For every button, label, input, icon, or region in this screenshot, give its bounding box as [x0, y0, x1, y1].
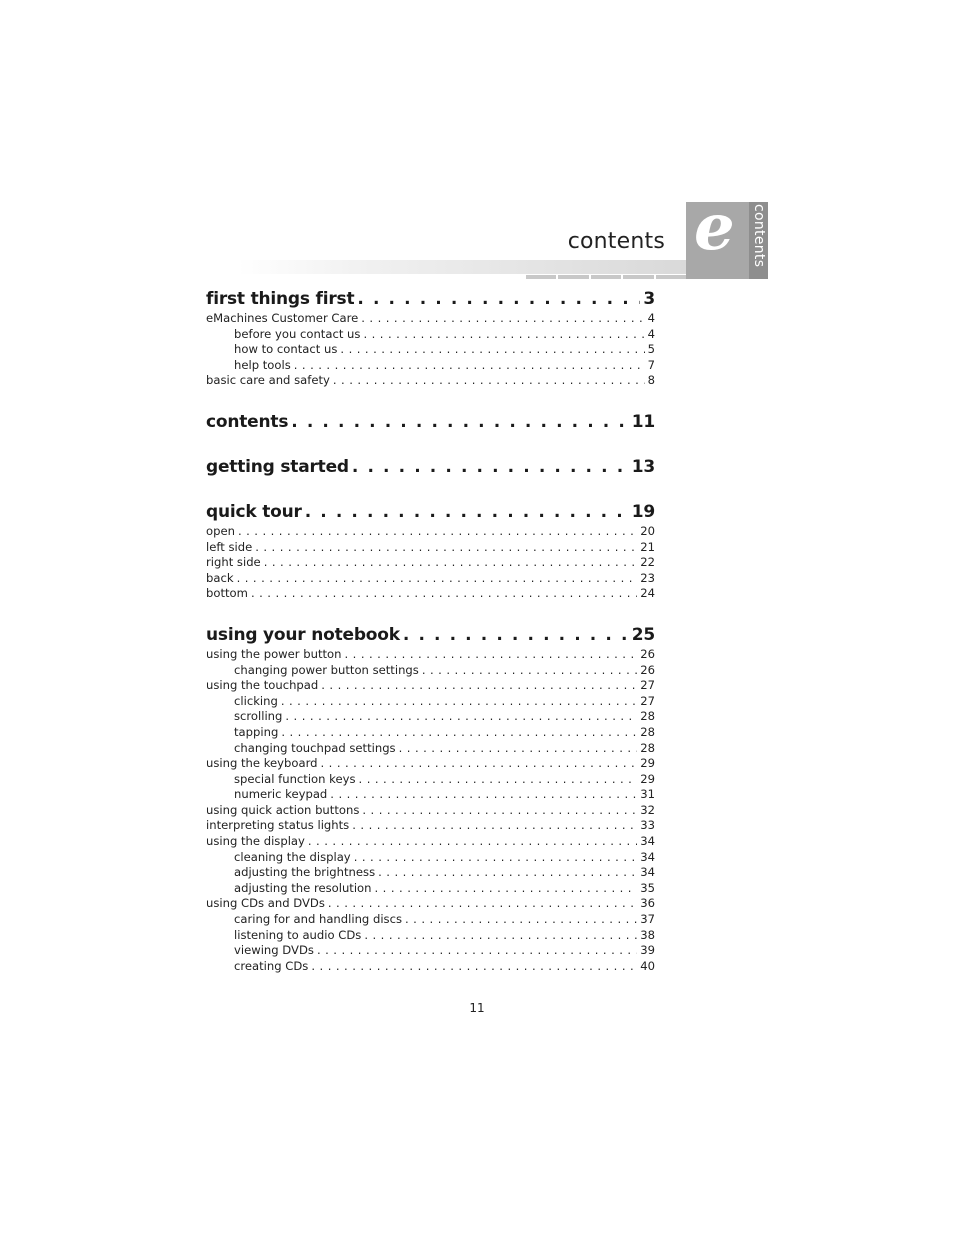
- toc-entry-label: using the power button: [206, 646, 342, 661]
- toc-entry-label: changing power button settings: [234, 662, 419, 677]
- header-gradient-bar: [238, 260, 686, 274]
- toc-heading-page: 13: [631, 456, 655, 477]
- dot-leader: [305, 501, 629, 524]
- toc-entry-page: 28: [640, 724, 655, 739]
- toc-heading-label: contents: [206, 411, 289, 432]
- toc-entry-page: 34: [640, 834, 655, 849]
- toc-entry[interactable]: [206, 555, 655, 571]
- toc-entry-page: 21: [640, 539, 655, 554]
- toc-entry-page: 31: [640, 787, 655, 802]
- toc-entry[interactable]: [206, 709, 655, 725]
- dot-leader: [375, 881, 638, 897]
- tick-mark: [558, 275, 588, 279]
- toc-entry[interactable]: [206, 787, 655, 803]
- toc-heading-page: 3: [643, 289, 655, 309]
- toc-entry-label: back: [206, 570, 234, 585]
- dot-leader: [251, 586, 637, 602]
- toc-entry-page: 26: [640, 646, 655, 661]
- tick-mark: [526, 275, 556, 279]
- dot-leader: [362, 803, 637, 819]
- toc-section: [206, 624, 655, 974]
- toc-entry-label: clicking: [234, 693, 278, 708]
- dot-leader: [291, 411, 628, 434]
- toc-entry-page: 28: [640, 740, 655, 755]
- dot-leader: [317, 943, 637, 959]
- toc-entry-label: open: [206, 523, 235, 538]
- toc-entry-page: 32: [640, 802, 655, 817]
- toc-entry[interactable]: [206, 663, 655, 679]
- toc-heading-page: 25: [631, 624, 655, 645]
- dot-leader: [238, 524, 637, 540]
- toc-entry-page: 22: [640, 555, 655, 570]
- toc-entry-label: using quick action buttons: [206, 802, 360, 817]
- toc-section: [206, 288, 655, 389]
- toc-entry[interactable]: [206, 928, 655, 944]
- dot-leader: [422, 663, 637, 679]
- section-tab: [749, 202, 768, 279]
- toc-entry[interactable]: [206, 850, 655, 866]
- tick-mark: [656, 275, 686, 279]
- toc-entry-label: scrolling: [234, 709, 283, 724]
- toc-section: [206, 456, 655, 479]
- toc-entry-page: 5: [647, 342, 655, 357]
- toc-entry-page: 33: [640, 818, 655, 833]
- toc-heading-page: 19: [631, 501, 655, 522]
- toc-entry-label: interpreting status lights: [206, 818, 350, 833]
- toc-heading-label: quick tour: [206, 501, 302, 522]
- toc-entry-label: how to contact us: [234, 342, 338, 357]
- header-tick-marks: [526, 275, 686, 279]
- table-of-contents: [206, 288, 655, 996]
- toc-section: [206, 501, 655, 602]
- toc-entry-page: 7: [647, 357, 655, 372]
- dot-leader: [308, 834, 637, 850]
- toc-entry-label: bottom: [206, 586, 248, 601]
- toc-entry[interactable]: [206, 741, 655, 757]
- toc-entry[interactable]: [206, 881, 655, 897]
- toc-entry-label: adjusting the brightness: [234, 865, 376, 880]
- toc-entry-label: left side: [206, 539, 253, 554]
- toc-entry-page: 37: [640, 912, 655, 927]
- tick-mark: [591, 275, 621, 279]
- dot-leader: [357, 288, 640, 311]
- dot-leader: [294, 358, 645, 374]
- dot-leader: [264, 555, 638, 571]
- page-title: contents: [567, 229, 665, 254]
- dot-leader: [311, 959, 637, 975]
- toc-entry[interactable]: [206, 756, 655, 772]
- dot-leader: [399, 741, 638, 757]
- toc-entry-page: 20: [640, 523, 655, 538]
- emachines-logo: [686, 202, 768, 279]
- dot-leader: [352, 456, 629, 479]
- dot-leader: [352, 818, 637, 834]
- toc-entry-label: using CDs and DVDs: [206, 896, 325, 911]
- toc-entry-page: 39: [640, 943, 655, 958]
- dot-leader: [364, 928, 637, 944]
- toc-heading[interactable]: [206, 288, 655, 311]
- toc-entry-page: 29: [640, 756, 655, 771]
- toc-heading[interactable]: [206, 456, 655, 479]
- toc-entry-page: 29: [640, 771, 655, 786]
- dot-leader: [255, 540, 637, 556]
- toc-entry[interactable]: [206, 524, 655, 540]
- toc-entry-page: 4: [647, 311, 655, 325]
- dot-leader: [321, 756, 638, 772]
- toc-entry[interactable]: [206, 358, 655, 374]
- dot-leader: [281, 725, 637, 741]
- toc-entry[interactable]: [206, 311, 655, 327]
- toc-entry-label: right side: [206, 555, 261, 570]
- toc-entry[interactable]: [206, 725, 655, 741]
- toc-heading-label: getting started: [206, 456, 349, 477]
- toc-entry-label: eMachines Customer Care: [206, 311, 359, 325]
- toc-entry[interactable]: [206, 373, 655, 389]
- toc-entry-page: 38: [640, 927, 655, 942]
- toc-entry-label: numeric keypad: [234, 787, 328, 802]
- toc-entry-label: changing touchpad settings: [234, 740, 396, 755]
- toc-entry-label: adjusting the resolution: [234, 880, 372, 895]
- toc-heading-label: first things first: [206, 289, 355, 309]
- toc-entry-label: caring for and handling discs: [234, 912, 403, 927]
- dot-leader: [363, 327, 644, 343]
- dot-leader: [405, 912, 637, 928]
- dot-leader: [321, 678, 637, 694]
- toc-entry[interactable]: [206, 327, 655, 343]
- dot-leader: [237, 571, 638, 587]
- page-number: 11: [469, 1001, 485, 1015]
- toc-heading[interactable]: [206, 501, 655, 524]
- toc-entry[interactable]: [206, 834, 655, 850]
- toc-entry-page: 4: [647, 326, 655, 341]
- toc-section: [206, 411, 655, 434]
- toc-entry[interactable]: [206, 586, 655, 602]
- toc-entry-page: 24: [640, 586, 655, 601]
- toc-entry-page: 34: [640, 865, 655, 880]
- toc-entry[interactable]: [206, 943, 655, 959]
- toc-entry-page: 28: [640, 709, 655, 724]
- toc-entry[interactable]: [206, 959, 655, 975]
- toc-entry-label: basic care and safety: [206, 373, 330, 388]
- toc-heading-page: 11: [631, 411, 655, 432]
- toc-entry[interactable]: [206, 342, 655, 358]
- dot-leader: [285, 709, 637, 725]
- dot-leader: [344, 647, 637, 663]
- toc-entry[interactable]: [206, 540, 655, 556]
- toc-entry-label: before you contact us: [234, 326, 361, 341]
- toc-entry-label: using the touchpad: [206, 678, 319, 693]
- toc-heading[interactable]: [206, 411, 655, 434]
- dot-leader: [359, 772, 638, 788]
- dot-leader: [361, 311, 644, 327]
- dot-leader: [330, 787, 637, 803]
- toc-entry-page: 26: [640, 662, 655, 677]
- logo-e-letter: e: [694, 202, 735, 265]
- dot-leader: [328, 896, 637, 912]
- dot-leader: [354, 850, 638, 866]
- toc-entry[interactable]: [206, 647, 655, 663]
- toc-entry[interactable]: [206, 678, 655, 694]
- toc-entry-page: 35: [640, 880, 655, 895]
- toc-entry[interactable]: [206, 912, 655, 928]
- dot-leader: [340, 342, 644, 358]
- toc-entry-label: using the display: [206, 834, 305, 849]
- toc-entry-label: creating CDs: [234, 958, 309, 973]
- dot-leader: [378, 865, 637, 881]
- toc-entry[interactable]: [206, 694, 655, 710]
- toc-entry[interactable]: [206, 803, 655, 819]
- toc-entry-page: 27: [640, 678, 655, 693]
- toc-entry-page: 34: [640, 849, 655, 864]
- toc-entry[interactable]: [206, 865, 655, 881]
- toc-entry[interactable]: [206, 772, 655, 788]
- tick-mark: [623, 275, 653, 279]
- dot-leader: [281, 694, 637, 710]
- toc-entry[interactable]: [206, 571, 655, 587]
- toc-entry-page: 36: [640, 896, 655, 911]
- toc-entry-label: tapping: [234, 724, 279, 739]
- dot-leader: [403, 624, 629, 647]
- toc-entry-page: 40: [640, 958, 655, 973]
- dot-leader: [333, 373, 645, 389]
- toc-entry-label: special function keys: [234, 771, 356, 786]
- section-tab-label: contents: [751, 204, 767, 268]
- toc-heading-label: using your notebook: [206, 624, 400, 645]
- toc-entry-label: using the keyboard: [206, 756, 318, 771]
- toc-entry-label: listening to audio CDs: [234, 927, 362, 942]
- toc-entry[interactable]: [206, 896, 655, 912]
- toc-heading[interactable]: [206, 624, 655, 647]
- toc-entry-page: 27: [640, 693, 655, 708]
- toc-entry-label: help tools: [234, 357, 291, 372]
- toc-entry-page: 23: [640, 570, 655, 585]
- toc-entry-label: viewing DVDs: [234, 943, 314, 958]
- toc-entry-page: 8: [647, 373, 655, 388]
- toc-entry[interactable]: [206, 818, 655, 834]
- toc-entry-label: cleaning the display: [234, 849, 351, 864]
